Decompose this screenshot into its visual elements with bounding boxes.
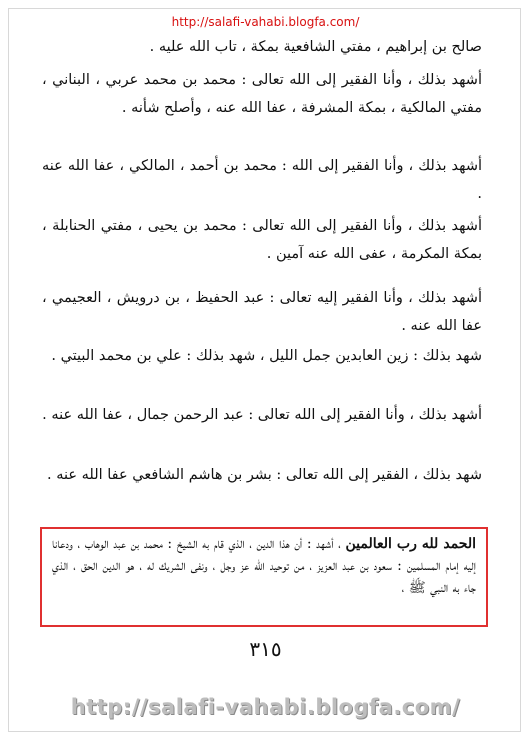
page-number: ٣١٥ [249, 637, 282, 661]
paragraph-6: شهد بذلك : زين العابدين جمل الليل ، شهد بذلك : علي بن محمد البيتي . [51, 348, 482, 364]
boxed-rest-text: ، أشهد : أن هذا الدين ، الذي قام به الشيخ : محمد بن عبد الوهاب ، ودعانا إليه إمام المسلمين : سعود بن عبد العزيز ، من توحيد الله عز وجل ، ونفى الشريك له ، هو الدين الحق ، الذي جاء به النبي ﷺ ، [52, 536, 476, 596]
paragraph-4: أشهد بذلك ، وأنا الفقير إلى الله تعالى : محمد بن يحيى ، مفتي الحنابلة ، بمكة المكرمة ، عفى الله عنه آمين . [42, 218, 482, 262]
highlighted-box [40, 527, 488, 627]
boxed-paragraph [52, 533, 476, 599]
paragraph-7: أشهد بذلك ، وأنا الفقير إلى الله تعالى : عبد الرحمن جمال ، عفا الله عنه . [42, 407, 482, 423]
header-url[interactable]: http://salafi-vahabi.blogfa.com/ [171, 15, 360, 29]
paragraph-2: أشهد بذلك ، وأنا الفقير إلى الله تعالى : محمد بن محمد عربي ، البناني ، مفتي المالكية ، بمكة المشرفة ، عفا الله عنه ، وأصلح شأنه . [42, 72, 482, 116]
footer-url-watermark[interactable]: http://salafi-vahabi.blogfa.com/ [70, 695, 461, 719]
paragraph-8: شهد بذلك ، الفقير إلى الله تعالى : بشر بن هاشم الشافعي عفا الله عنه . [47, 467, 482, 483]
paragraph-3: أشهد بذلك ، وأنا الفقير إلى الله : محمد بن أحمد ، المالكي ، عفا الله عنه . [42, 158, 482, 202]
paragraph-5: أشهد بذلك ، وأنا الفقير إليه تعالى : عبد الحفيظ ، بن درويش ، العجيمي ، عفا الله عنه . [42, 290, 482, 334]
boxed-bold-phrase: الحمد لله رب العالمين [345, 536, 476, 552]
paragraph-1: صالح بن إبراهيم ، مفتي الشافعية بمكة ، تاب الله عليه . [149, 39, 482, 55]
